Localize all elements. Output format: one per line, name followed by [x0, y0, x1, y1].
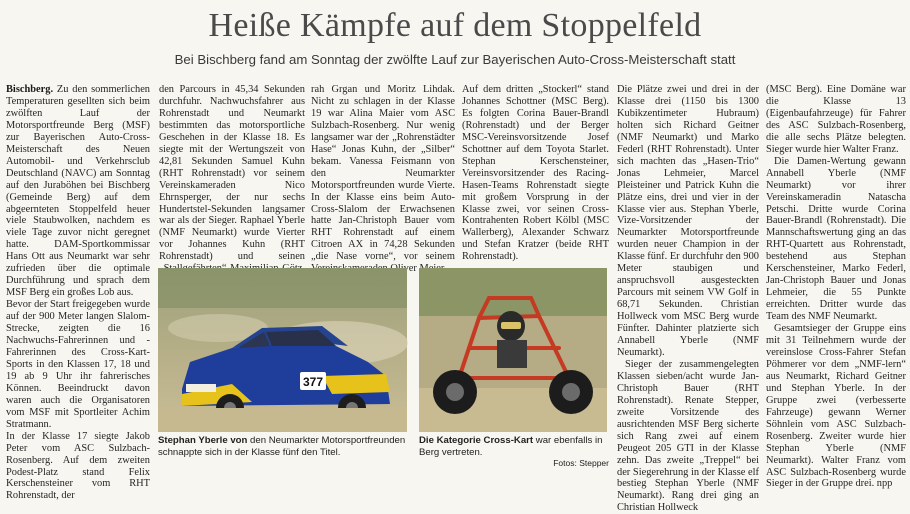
car-number: 377: [302, 375, 324, 389]
photo-credit: Fotos: Stepper: [553, 458, 609, 468]
paragraph: den Parcours in 45,34 Sekunden durchfuhr. Nachwuchsfahrer aus Rohrenstadt und Neumarkt bestimmten das motorsportliche Geschehen in der Klasse 18. Es siegte mit der Wertungszeit von 42,81 Sekunden Samuel Kuhn (RHT Rohrenstadt) vor seinem Vereinskameraden Nico Ehrnsperger, der nur sechs Hundertstel-Sekunden langsamer war als der Sieger. Raphael Yberle (NMF Neumarkt) wurde Vierter vor Johannes Kuhn (RHT Rohrenstadt) und seinen: [159, 84, 305, 263]
rally-car-photo: [158, 268, 407, 432]
subheadline: Bei Bischberg fand am Sonntag der zwölfte Lauf zur Bayerischen Auto-Cross-Meisterschaft statt: [174, 52, 736, 67]
caption-text: war ebenfalls in Berg vertreten.: [419, 435, 603, 458]
rally-car-illustration: [158, 268, 407, 432]
caption-text: den Neumarkter Motorsportfreunden schnappte sich in der Klasse fünf den Titel.: [158, 435, 406, 458]
article-column-5: [617, 84, 759, 514]
caption-lead: Stephan Yberle von: [158, 435, 248, 446]
paragraph: Die Plätze zwei und drei in der Klasse drei (1150 bis 1300 Kubikzentimeter Hubraum) holten sich Richard Geitner (NMF Neumarkt) und Marko Federl (RHT Rohrenstadt). Unter sich machten das „Hasen-Trio“ Jonas Lehmeier, Marcel Pleisteiner und Patrick Kuhn die Plätze eins, drei und vier in der Klasse vier aus. Stephan Yberle, Vize-Vorsitzender der Neumarkter Motorsportfreunde wurden neuer Champion in der Klasse fünf. Er durchfuhr den 900 Meter staubigen und anspruchsvoll ausgesteckten Parcours mit seinem VW Golf in 68,71 Sekunden. Christian Hollweck vom MSC Berg wurde Fünfter. Dahinter platzierte sich Annabell Yberle (NMF Neumarkt).: [617, 84, 759, 358]
paragraph: rah Grgan und Moritz Lihdak. Nicht zu schlagen in der Klasse 19 war Alina Maier vom ASC Sulzbach-Rosenberg. Nur wenig langsamer war der „Rohrenstädter Hase“ Jonas Kuhn, der „Silber“ bekam. Vanessa Feismann von den Neumarkter Motorsportfreunden wurde Vierte. In der Klasse eins beim Auto-Cross-Slalom der Erwachsenen hatte Jan-Christoph Bauer vom RHT Rohrenstadt auf einem Citroen AX in 74,28 Sekunden „die Nase vorne“, vor seinem: [311, 84, 455, 263]
photo-caption-1: [158, 435, 408, 458]
paragraph: Die Damen-Wertung gewann Annabell Yberle (NMF Neumarkt) vor ihrer Vereinskameradin Natascha Petschi. Dritte wurde Corina Bauer-Brandl (Rohrenstadt). Die Mannschaftswertung ging an das RHT-Quartett aus Rohrenstadt, bestehend aus Stephan Kerschensteiner, Marko Federl, Jan-Christoph Bauer und Jonas Lehmeier, die 55 Punkte erreichten. Dritter wurde das Team des NMF Neumarkt.: [766, 155, 906, 323]
paragraph: Zu den sommerlichen Temperaturen gesellten sich beim zwölften Lauf der Motorsportfreunde Berg (MSF) zur Bayerischen Auto-Cross-Meisterschaft des Neuen Automobil- und Verkehrsclub Deutschland (NAVC) am Sonntag auf den Juraböhen bei Bischberg (Gemeinde Berg) auf dem abgeernteten Stoppelfeld heuer viele Staubwolken, nachdem es viele Tage zuvor nicht geregnet hatte. DAM-Sportkommissar Hans Ott aus Neumarkt war sehr zufrieden über die optimale Durchführung und sprach dem MSF Berg ein großes Lob aus.: [6, 84, 150, 299]
helmet: [497, 311, 525, 341]
dateline: Bischberg.: [6, 84, 54, 95]
paragraph: In der Klasse 17 siegte Jakob Peter vom ASC Sulzbach-Rosenberg. Auf dem zweiten Podest-Platz stand Felix Kerschensteiner vom RHT Rohrenstadt, der: [6, 430, 150, 502]
article-column-6: [766, 84, 906, 490]
article-column-1: [6, 84, 150, 502]
article-column-3: [311, 84, 455, 264]
paragraph: (MSC Berg). Eine Domäne war die Klasse 13 (Eigenbaufahrzeuge) für Fahrer des ASC Sulzbach-Rosenberg, die alle sechs Plätze belegten. Sieger wurde hier Walter Franz.: [766, 84, 906, 155]
paragraph: Sieger der zusammengelegten Klassen sieben/acht wurde Jan-Christoph Bauer (RHT Rohrenstadt). Renate Stepper, zweite Vorsitzende des ausrichtenden MSF Berg sicherte sich Rang zwei auf einem Peugeot 205 GTI in der Klasse zehn. Das zweite „Treppel“ bei der Siegerehrung in der Klasse elf bestieg Stephan Yberle (NMF Neumarkt). Rang drei ging an Christian Hollweck: [617, 358, 759, 514]
photo-caption-2: [419, 435, 609, 470]
headline: Heiße Kämpfe auf dem Stoppelfeld: [208, 7, 702, 44]
caption-lead: Die Kategorie Cross-Kart: [419, 435, 534, 446]
paragraph: Gesamtsieger der Gruppe eins mit 31 Teilnehmern wurde der vereinslose Cross-Fahrer Stefan Pöhmerer vor dem „NMF-lern“ aus Neumarkt, Richard Geitner und Stephan Yberle. In der Gruppe zwei (verbesserte Fahrzeuge) gewann Werner Söhnlein vom ASC Sulzbach-Rosenberg. Zweiter wurde hier Stephan Yberle (NMF Neumarkt). Walter Franz vom ASC Sulzbach-Rosenberg wurde Sieger in der Gruppe drei. npp: [766, 323, 906, 490]
article-column-2: [159, 84, 305, 264]
paragraph: Bevor der Start freigegeben wurde auf der 900 Meter langen Slalom-Strecke, zeigten die 16 Nachwuchs-Fahrerinnen und -Fahrerinnen des Cross-Kart-Sports in den Klassen 17, 18 und 19 ab 9 Uhr ihr fahrerisches Können. Beeindruckt davon waren auch die Organisatoren vom MSF mit Sportleiter Achim Stratmann.: [6, 299, 150, 430]
article-column-4: [462, 84, 609, 264]
cross-kart-illustration: [419, 268, 607, 432]
paragraph: Auf dem dritten „Stockerl“ stand Johannes Schottner (MSC Berg). Es folgten Corina Bauer-Brandl (Rohrenstadt) und der Berger MSC-Vereinsvorsitzende Josef Schottner auf dem Toyota Starlet. Stephan Kerschensteiner, Vereinsvorsitzender des Racing-Hasen-Teams Rohrenstadt siegte mit großem Vorsprung in der Klasse zwei, vor seinen Cross-Kontrahenten Robert Kölbl (MSC Wallerberg), Alexander Schwarz und Stefan Kratzer (beide RHT Rohrenstadt).: [462, 84, 609, 263]
cross-kart-photo: [419, 268, 607, 432]
